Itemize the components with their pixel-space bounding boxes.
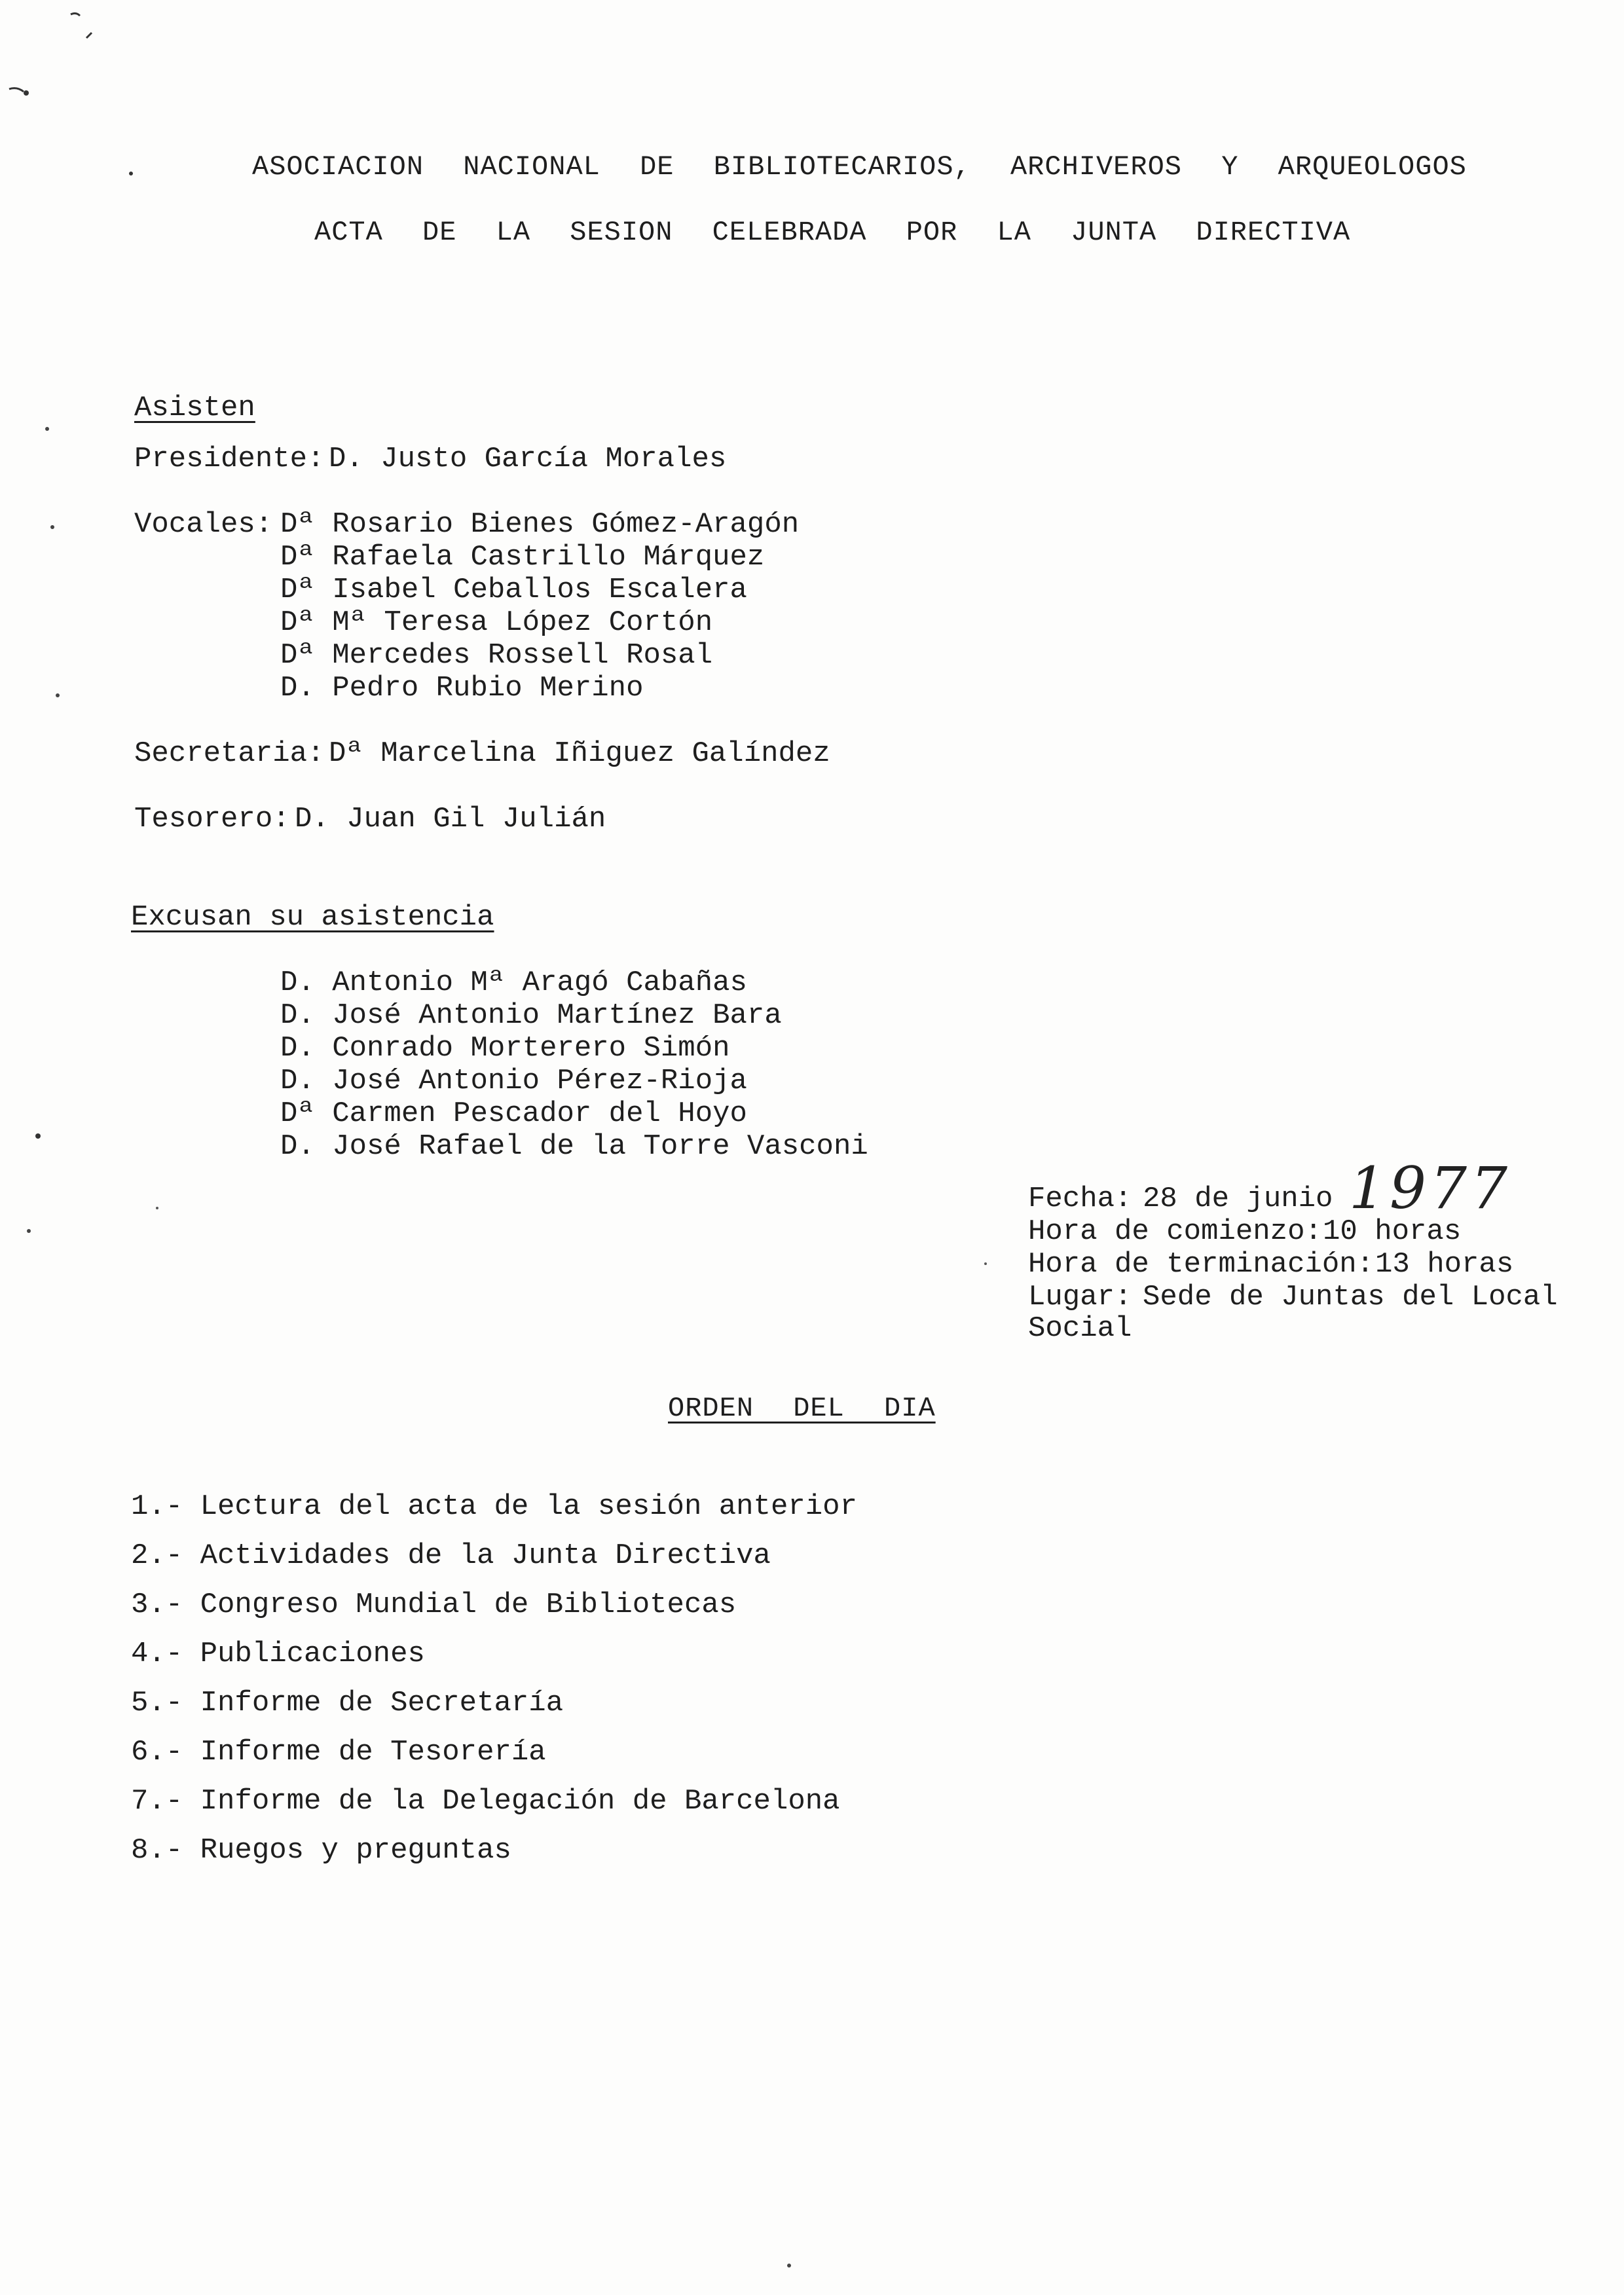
scan-mark (35, 1133, 41, 1139)
tesorero-label: Tesorero: (134, 803, 290, 835)
vocal-name: Dª Mercedes Rossell Rosal (280, 639, 713, 672)
vocal-name: Dª Isabel Ceballos Escalera (280, 574, 747, 606)
excused-name: D. Antonio Mª Aragó Cabañas (280, 966, 747, 999)
secretaria-label: Secretaria: (134, 737, 325, 770)
tesorero-name: D. Juan Gil Julián (295, 803, 606, 835)
terminacion-label: Hora de terminación: (1028, 1248, 1375, 1281)
agenda-item: 7.- Informe de la Delegación de Barcelona (131, 1785, 840, 1818)
scan-mark (45, 427, 49, 431)
asisten-heading: Asisten (134, 392, 255, 424)
terminacion-value: 13 horas (1375, 1248, 1514, 1281)
association-title: ASOCIACION NACIONAL DE BIBLIOTECARIOS, ARCHIVEROS Y ARQUEOLOGOS (252, 151, 1467, 183)
fecha-value: 28 de junio (1143, 1183, 1333, 1215)
presidente-label: Presidente: (134, 443, 325, 475)
scan-mark (27, 1229, 31, 1233)
agenda-item: 3.- Congreso Mundial de Bibliotecas (131, 1588, 737, 1621)
orden-heading: ORDEN DEL DIA (668, 1393, 936, 1424)
scan-mark (984, 1262, 987, 1265)
scan-mark (156, 1207, 158, 1209)
scan-mark (129, 172, 133, 175)
agenda-item: 6.- Informe de Tesorería (131, 1736, 546, 1769)
scan-mark (71, 13, 80, 16)
agenda-item: 4.- Publicaciones (131, 1638, 425, 1670)
excused-name: D. José Antonio Pérez-Rioja (280, 1065, 747, 1097)
session-title: ACTA DE LA SESION CELEBRADA POR LA JUNTA DIRECTIVA (314, 217, 1351, 248)
presidente-name: D. Justo García Morales (329, 443, 727, 475)
scan-mark (24, 90, 29, 96)
handwritten-year: 1977 (1349, 1154, 1511, 1222)
vocal-name: Dª Rosario Bienes Gómez-Aragón (280, 508, 800, 541)
scan-mark (50, 525, 54, 529)
lugar-value: Sede de Juntas del Local (1143, 1281, 1558, 1313)
lugar-value-cont: Social (1028, 1312, 1132, 1345)
vocal-name: Dª Rafaela Castrillo Márquez (280, 541, 765, 574)
excused-name: D. José Rafael de la Torre Vasconi (280, 1130, 868, 1163)
secretaria-name: Dª Marcelina Iñiguez Galíndez (329, 737, 830, 770)
excused-name: Dª Carmen Pescador del Hoyo (280, 1097, 747, 1130)
comienzo-value: 10 horas (1323, 1215, 1462, 1248)
vocal-name: Dª Mª Teresa López Cortón (280, 606, 713, 639)
excused-name: D. Conrado Morterero Simón (280, 1032, 730, 1065)
comienzo-label: Hora de comienzo: (1028, 1215, 1322, 1248)
agenda-item: 2.- Actividades de la Junta Directiva (131, 1539, 771, 1572)
scan-mark (9, 88, 24, 92)
scan-mark (787, 2264, 791, 2267)
scan-mark (56, 693, 60, 697)
fecha-label: Fecha: (1028, 1183, 1132, 1215)
vocal-name: D. Pedro Rubio Merino (280, 672, 644, 705)
excused-name: D. José Antonio Martínez Bara (280, 999, 782, 1032)
excusan-heading: Excusan su asistencia (131, 901, 494, 934)
vocales-label: Vocales: (134, 508, 273, 541)
lugar-label: Lugar: (1028, 1281, 1132, 1313)
agenda-item: 5.- Informe de Secretaría (131, 1687, 564, 1719)
scan-mark (86, 33, 92, 38)
agenda-item: 8.- Ruegos y preguntas (131, 1834, 511, 1867)
agenda-item: 1.- Lectura del acta de la sesión anterior (131, 1490, 857, 1523)
